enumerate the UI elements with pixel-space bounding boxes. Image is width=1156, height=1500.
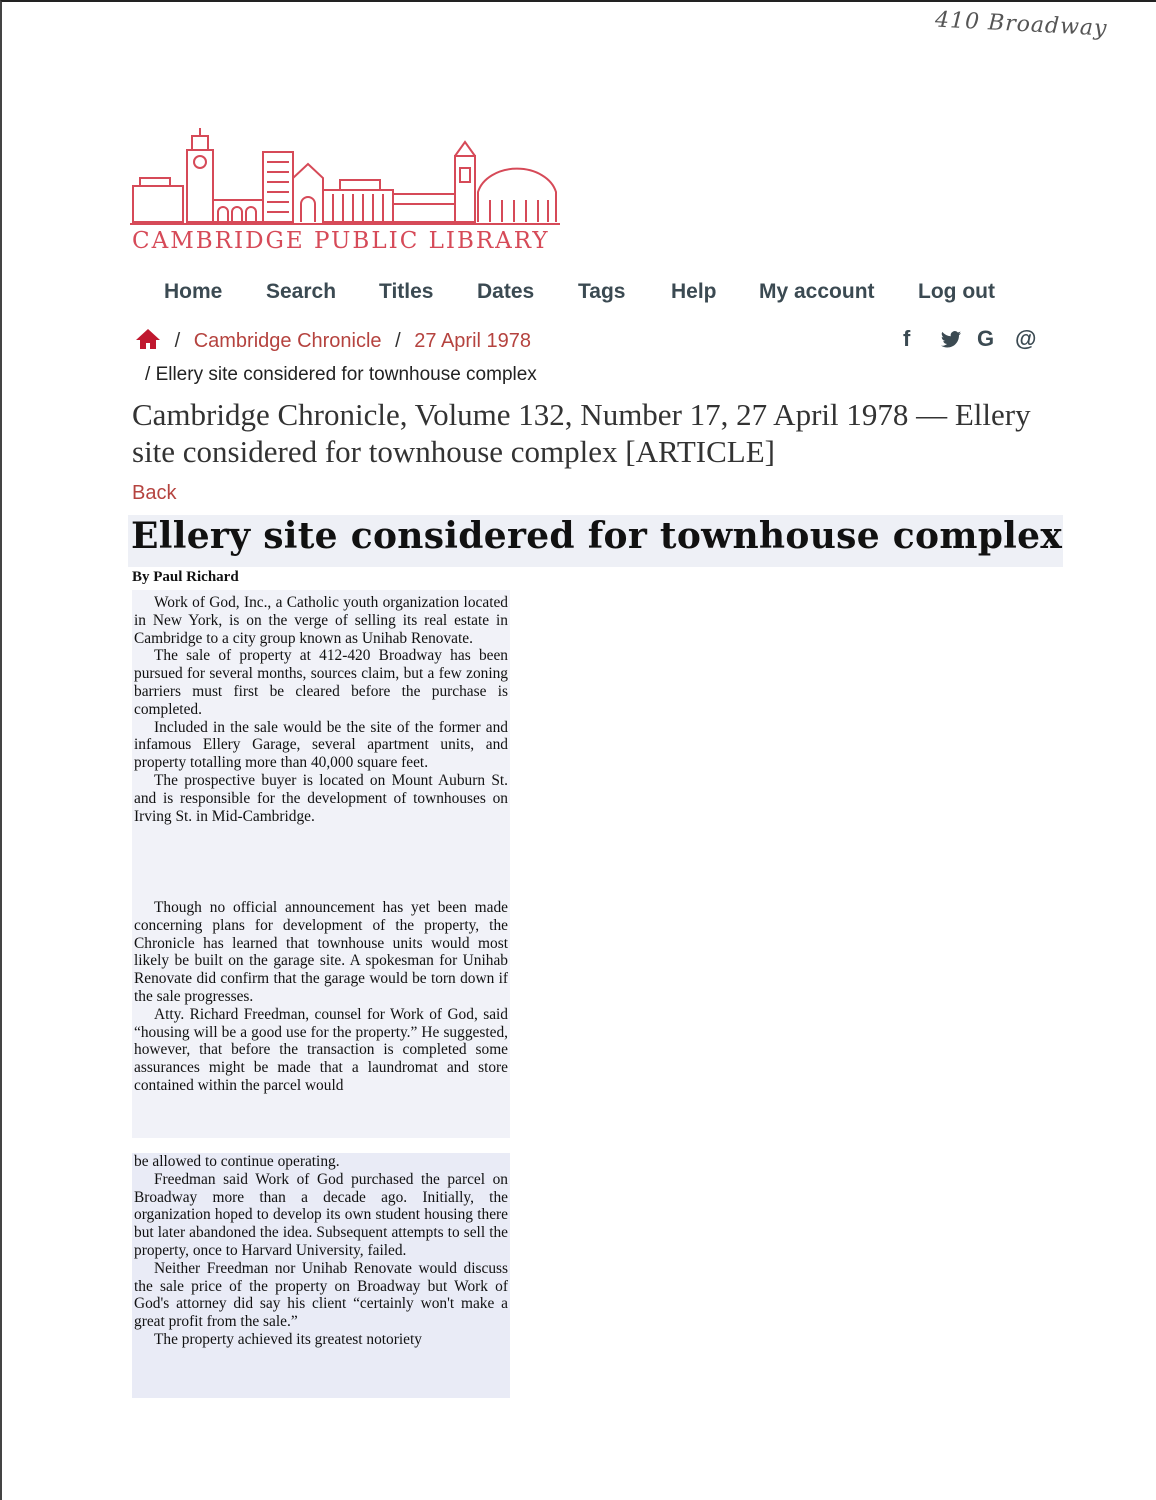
- article-paragraph: The property achieved its greatest notoriety: [154, 1330, 422, 1348]
- twitter-icon[interactable]: [940, 326, 962, 356]
- nav-search[interactable]: Search: [266, 280, 337, 303]
- page-title: Cambridge Chronicle, Volume 132, Number 17, 27 April 1978 — Ellery site considered for townhouse complex [ARTICLE]: [132, 397, 1031, 469]
- article-paragraph: Neither Freedman nor Unihab Renovate would discuss the sale price of the property on Broadway but Work of God's attorney did say his client “certainly won't make a great profit from the sale.”: [134, 1259, 508, 1331]
- back-link[interactable]: Back: [132, 482, 177, 504]
- article-clipping: [128, 515, 1063, 1400]
- article-paragraph: Work of God, Inc., a Catholic youth organization located in New York, is on the verge of selling its real estate in Cambridge to a city group known as Unihab Renovate.: [134, 594, 508, 647]
- breadcrumb-separator: /: [395, 330, 401, 352]
- breadcrumb-current-title: Ellery site considered for townhouse complex: [155, 364, 537, 385]
- main-nav: [0, 280, 1156, 316]
- nav-log-out[interactable]: Log out: [918, 280, 995, 303]
- article-paragraph: Though no official announcement has yet been made concerning plans for development of the property, the Chronicle has learned that townhouse units would most likely be built on the garage site. A spokesman for Unihab Renovate did confirm that the garage would be torn down if the sale progresses.: [134, 899, 508, 1005]
- article-paragraph: Included in the sale would be the site of the former and infamous Ellery Garage, several apartment units, and property totalling more than 40,000 square feet.: [134, 718, 508, 772]
- breadcrumb-issue-date[interactable]: 27 April 1978: [414, 330, 532, 352]
- library-name: CAMBRIDGE PUBLIC LIBRARY: [132, 228, 550, 254]
- breadcrumb: [135, 328, 531, 358]
- breadcrumb-separator: /: [145, 364, 151, 385]
- article-paragraph: be allowed to continue operating.: [134, 1153, 340, 1170]
- breadcrumb-publication[interactable]: Cambridge Chronicle: [193, 330, 382, 352]
- nav-dates[interactable]: Dates: [477, 280, 535, 303]
- breadcrumb-separator: /: [174, 330, 181, 352]
- article-column-1: [134, 594, 508, 825]
- nav-my-account[interactable]: My account: [759, 280, 875, 303]
- google-icon[interactable]: G: [977, 326, 995, 351]
- article-column-2: [134, 899, 508, 1095]
- facebook-icon[interactable]: f: [903, 326, 911, 351]
- nav-help[interactable]: Help: [671, 280, 717, 303]
- article-column-3: [134, 1153, 508, 1349]
- handwritten-annotation: 410 Broadway: [934, 7, 1109, 42]
- nav-titles[interactable]: Titles: [379, 280, 434, 303]
- article-paragraph: Atty. Richard Freedman, counsel for Work of God, said “housing will be a good use for the property.” He suggested, however, that before the transaction is completed some assurances might be made that a laundromat and store contained within the parcel would: [134, 1005, 508, 1094]
- nav-home[interactable]: Home: [164, 280, 223, 303]
- email-icon[interactable]: @: [1015, 326, 1037, 351]
- article-headline: Ellery site considered for townhouse complex: [131, 515, 1063, 557]
- home-icon[interactable]: [135, 328, 161, 356]
- article-paragraph: The prospective buyer is located on Mount Auburn St. and is responsible for the development of townhouses on Irving St. in Mid-Cambridge.: [134, 771, 508, 825]
- article-byline: By Paul Richard: [132, 569, 239, 585]
- nav-tags[interactable]: Tags: [578, 280, 626, 303]
- article-paragraph: Freedman said Work of God purchased the parcel on Broadway more than a decade ago. Initially, the organization hoped to develop its own student housing there but later abandoned the idea. Subsequent attempts to sell the property, once to Harvard University, failed.: [134, 1170, 508, 1259]
- breadcrumb-current: [145, 364, 537, 386]
- article-paragraph: The sale of property at 412-420 Broadway has been pursued for several months, sources claim, but a few zoning barriers must first be cleared before the purchase is completed.: [134, 647, 508, 718]
